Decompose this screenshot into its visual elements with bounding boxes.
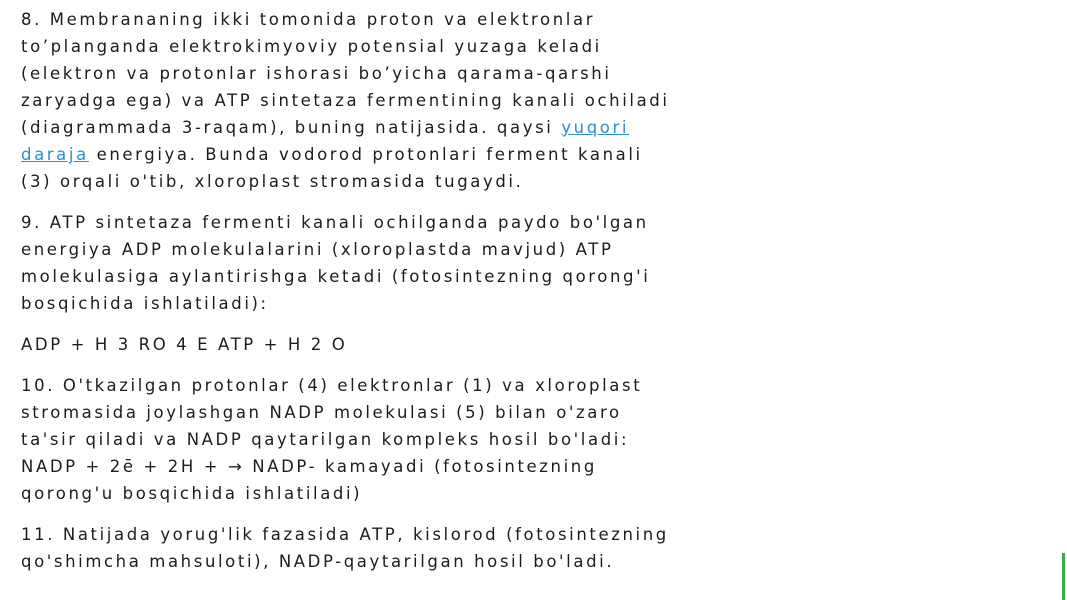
text-segment: energiya. Bunda vodorod protonlari ferment kanali <box>88 145 643 164</box>
text-line <box>21 114 1051 141</box>
link-daraja[interactable]: daraja <box>21 145 89 164</box>
text-line <box>21 141 1051 168</box>
text-line: NADP + 2ē + 2H + → NADP- kamayadi (fotosintezning <box>21 457 597 476</box>
text-line: molekulasiga aylantirishga ketadi (fotosintezning qorong'i <box>21 267 651 286</box>
text-line: energiya ADP molekulalarini (xloroplastda mavjud) ATP <box>21 240 614 259</box>
text-segment: (diagrammada 3-raqam), buning natijasida. qaysi <box>21 118 554 137</box>
text-line: (3) orqali o'tib, xloroplast stromasida tugaydi. <box>21 172 524 191</box>
paragraph-8 <box>21 6 1051 195</box>
text-line: (elektron va protonlar ishorasi bo’yicha qarama-qarshi <box>21 64 612 83</box>
text-line: 8. Membrananing ikki tomonida proton va elektronlar <box>21 10 596 29</box>
text-line: bosqichida ishlatiladi): <box>21 294 269 313</box>
text-line: to’planganda elektrokimyoviy potensial yuzaga keladi <box>21 37 602 56</box>
paragraph-10 <box>21 372 1051 507</box>
text-line: stromasida joylashgan NADP molekulasi (5) bilan o'zaro <box>21 403 622 422</box>
text-line: 11. Natijada yorug'lik fazasida ATP, kislorod (fotosintezning <box>21 525 669 544</box>
equation-line: ADP + H 3 RO 4 E ATP + H 2 O <box>21 335 348 354</box>
accent-bar <box>1062 553 1065 600</box>
text-line: zaryadga ega) va ATP sintetaza fermentining kanali ochiladi <box>21 91 670 110</box>
paragraph-11 <box>21 521 1051 575</box>
paragraph-9 <box>21 209 1051 317</box>
text-line: qorong'u bosqichida ishlatiladi) <box>21 484 363 503</box>
text-line: 10. O'tkazilgan protonlar (4) elektronlar (1) va xloroplast <box>21 376 643 395</box>
text-line: qo'shimcha mahsuloti), NADP-qaytarilgan hosil bo'ladi. <box>21 552 615 571</box>
link-yuqori[interactable]: yuqori <box>561 118 630 137</box>
text-line: ta'sir qiladi va NADP qaytarilgan kompleks hosil bo'ladi: <box>21 430 630 449</box>
document-text <box>21 6 1051 589</box>
equation-atp <box>21 331 1051 358</box>
text-line: 9. ATP sintetaza fermenti kanali ochilganda paydo bo'lgan <box>21 213 649 232</box>
